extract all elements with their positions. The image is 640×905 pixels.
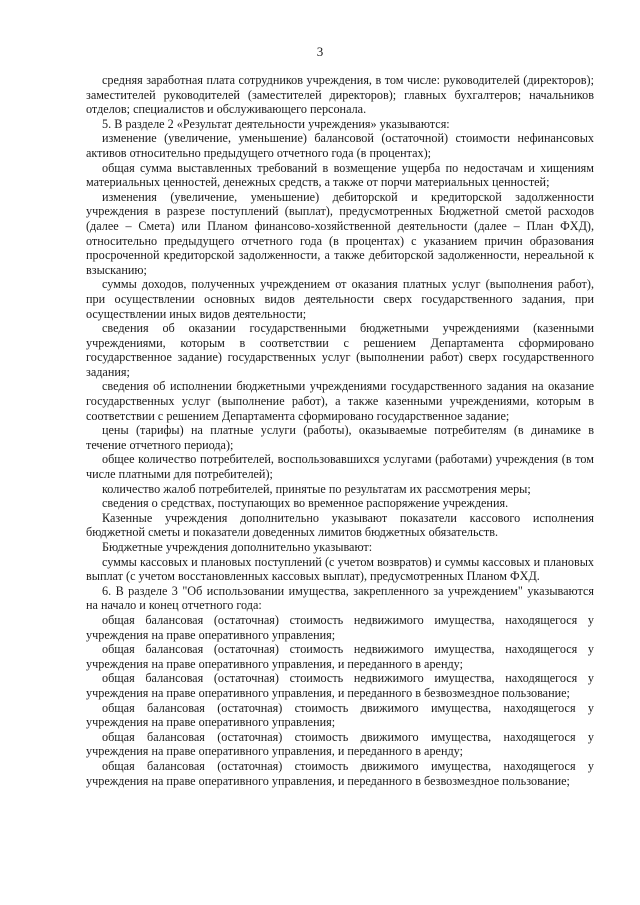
paragraph: общая балансовая (остаточная) стоимость недвижимого имущества, находящегося у учреждения на праве оперативного управления, и переданного в аренду; (86, 642, 594, 671)
paragraph: 5. В разделе 2 «Результат деятельности учреждения» указываются: (102, 116, 450, 131)
paragraph: Бюджетные учреждения дополнительно указывают: (102, 540, 373, 554)
paragraph: суммы доходов, полученных учреждением от оказания платных услуг (выполнения работ), при осуществлении основных видов деятельности сверх государственного задания, при осуществлении иных видов деятельности; (86, 277, 594, 321)
paragraph: суммы кассовых и плановых поступлений (с учетом возвратов) и суммы кассовых и плановых выплат (с учетом восстановленных кассовых выплат), предусмотренных Планом ФХД. (86, 554, 594, 584)
paragraph: общая балансовая (остаточная) стоимость недвижимого имущества, находящегося у учреждения на праве оперативного управления, и переданного в безвозмездное пользование; (86, 671, 594, 700)
paragraph: общая балансовая (остаточная) стоимость движимого имущества, находящегося у учреждения на праве оперативного управления, и переданного в аренду; (86, 729, 594, 759)
paragraph: общая балансовая (остаточная) стоимость движимого имущества, находящегося у учреждения на праве оперативного управления; (86, 700, 594, 730)
paragraph: изменение (увеличение, уменьшение) балансовой (остаточной) стоимости нефинансовых активов относительно предыдущего отчетного года (в процентах); (86, 131, 594, 160)
paragraph: общая сумма выставленных требований в возмещение ущерба по недостачам и хищениям материальных ценностей, денежных средств, а также от порчи материальных ценностей; (86, 160, 594, 190)
paragraph: общая балансовая (остаточная) стоимость движимого имущества, находящегося у учреждения на праве оперативного управления, и переданного в безвозмездное пользование; (86, 758, 594, 788)
paragraph: изменения (увеличение, уменьшение) дебиторской и кредиторской задолженности учреждения в разрезе поступлений (выплат), предусмотренных Бюджетной сметой расходов (далее – Смета) или Планом финансово-хозяйственной деятельности (далее – План ФХД), относительно предыдущего отчетного года (в процентах) с указанием причин образования просроченной кредиторской задолженности, а также дебиторской задолженности, нереальной к взысканию; (86, 189, 594, 277)
document-body (86, 73, 594, 788)
paragraph: сведения об исполнении бюджетными учреждениями государственного задания на оказание государственных услуг (выполнение работ), а также казенными учреждениями, которым в соответствии с решением Департамента сформировано государственное задание; (86, 379, 594, 423)
paragraph: общее количество потребителей, воспользовавшихся услугами (работами) учреждения (в том числе платными для потребителей); (86, 452, 594, 482)
paragraph: Казенные учреждения дополнительно указывают показатели кассового исполнения бюджетной сметы и показатели доведенных лимитов бюджетных обязательств. (86, 510, 594, 540)
paragraph: сведения о средствах, поступающих во временное распоряжение учреждения. (102, 496, 509, 511)
page-number: 3 (316, 44, 324, 59)
paragraph: сведения об оказании государственными бюджетными учреждениями (казенными учреждениями, которым в соответствии с решением Департамента сформировано государственное задание) государственных услуг (выполнении работ) сверх государственного задания; (86, 321, 594, 379)
paragraph: средняя заработная плата сотрудников учреждения, в том числе: руководителей (директоров); заместителей руководителей (заместителей директоров); главных бухгалтеров; начальников отделов; специалистов и обслуживающего персонала. (86, 73, 594, 117)
paragraph: общая балансовая (остаточная) стоимость недвижимого имущества, находящегося у учреждения на праве оперативного управления; (86, 612, 594, 642)
paragraph: количество жалоб потребителей, принятые по результатам их рассмотрения меры; (102, 481, 531, 496)
paragraph: цены (тарифы) на платные услуги (работы), оказываемые потребителям (в динамике в течение отчетного периода); (86, 423, 594, 452)
paragraph: 6. В разделе 3 "Об использовании имущества, закрепленного за учреждением" указываются на начало и конец отчетного года: (86, 583, 594, 613)
